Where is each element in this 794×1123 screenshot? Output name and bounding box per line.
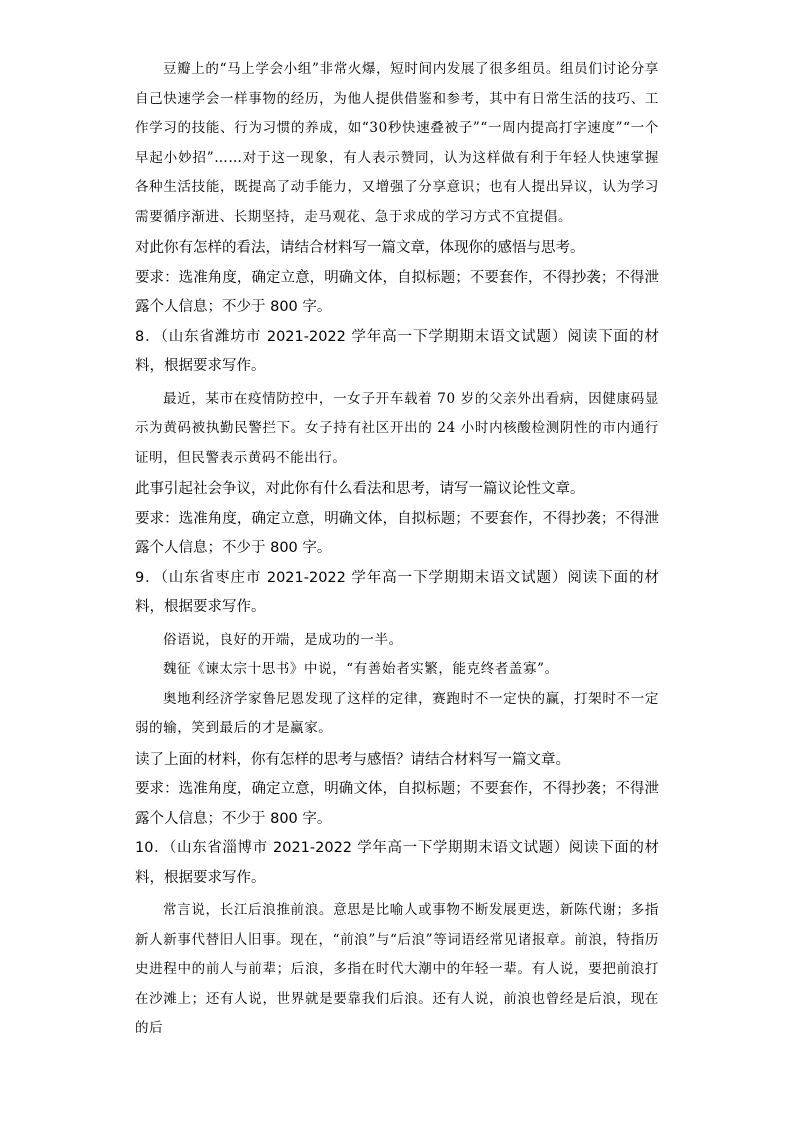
material-block (135, 385, 659, 474)
material-paragraph: 豆瓣上的“马上学会小组”非常火爆，短时间内发展了很多组员。组员们讨论分享自己快速学会一样事物的经历，为他人提供借鉴和参考，其中有日常生活的技巧、工作学习的技能、行为习惯的养成，如“30秒快速叠被子”“一周内提高打字速度”“一个早起小妙招”……对于这一现象，有人表示赞同，认为这样做有利于年轻人快速掌握各种生活技能，既提高了动手能力，又增强了分享意识；也有人提出异议，认为学习需要循序渐进、长期坚持，走马观花、急于求成的学习方式不宜提倡。 (135, 61, 659, 225)
writing-requirements: 要求：选准角度，确定立意，明确文体，自拟标题；不要套作，不得抄袭；不得泄露个人信息；不少于 800 字。 (135, 781, 659, 827)
material-block (135, 626, 659, 744)
material-block (135, 55, 659, 232)
material-paragraph: 俗语说，良好的开端，是成功的一半。 (163, 631, 403, 648)
question-heading: 10．（山东省淄博市 2021-2022 学年高一下学期期末语文试题）阅读下面的材料，根据要求写作。 (135, 840, 659, 886)
question-heading: 8．（山东省潍坊市 2021-2022 学年高一下学期期末语文试题）阅读下面的材料，根据要求写作。 (135, 328, 659, 374)
material-paragraph: 常言说，长江后浪推前浪。意思是比喻人或事物不断发展更迭，新陈代谢；多指新人新事代替旧人旧事。现在，“前浪”与“后浪”等词语经常见诸报章。前浪，特指历史进程中的前人与前辈；后浪，多指在时代大潮中的年轻一辈。有人说，要把前浪打在沙滩上；还有人说，世界就是要靠我们后浪。还有人说，前浪也曾经是后浪，现在的后 (135, 902, 659, 1036)
writing-prompt: 读了上面的材料，你有怎样的思考与感悟？请结合材料写一篇文章。 (135, 751, 570, 768)
writing-requirements: 要求：选准角度，确定立意，明确文体，自拟标题；不要套作，不得抄袭；不得泄露个人信息；不少于 800 字。 (135, 269, 659, 315)
material-paragraph: 奥地利经济学家鲁尼恩发现了这样的定律，赛跑时不一定快的赢，打架时不一定弱的输，笑到最后的才是赢家。 (135, 690, 659, 736)
material-paragraph: 最近，某市在疫情防控中，一女子开车载着 70 岁的父亲外出看病，因健康码显示为黄码被执勤民警拦下。女子持有社区开出的 24 小时内核酸检测阴性的市内通行证明，但民警表示黄码不能出行。 (135, 390, 659, 466)
question-heading: 9．（山东省枣庄市 2021-2022 学年高一下学期期末语文试题）阅读下面的材料，根据要求写作。 (135, 569, 659, 615)
writing-prompt: 此事引起社会争议，对此你有什么看法和思考，请写一篇议论性文章。 (135, 481, 585, 497)
material-block (135, 896, 659, 1044)
writing-requirements: 要求：选准角度，确定立意，明确文体，自拟标题；不要套作，不得抄袭；不得泄露个人信息；不少于 800 字。 (135, 510, 659, 556)
writing-prompt: 对此你有怎样的看法，请结合材料写一篇文章，体现你的感悟与思考。 (135, 240, 585, 256)
material-paragraph: 魏征《谏太宗十思书》中说，“有善始者实繁，能克终者盖寡”。 (163, 661, 559, 677)
